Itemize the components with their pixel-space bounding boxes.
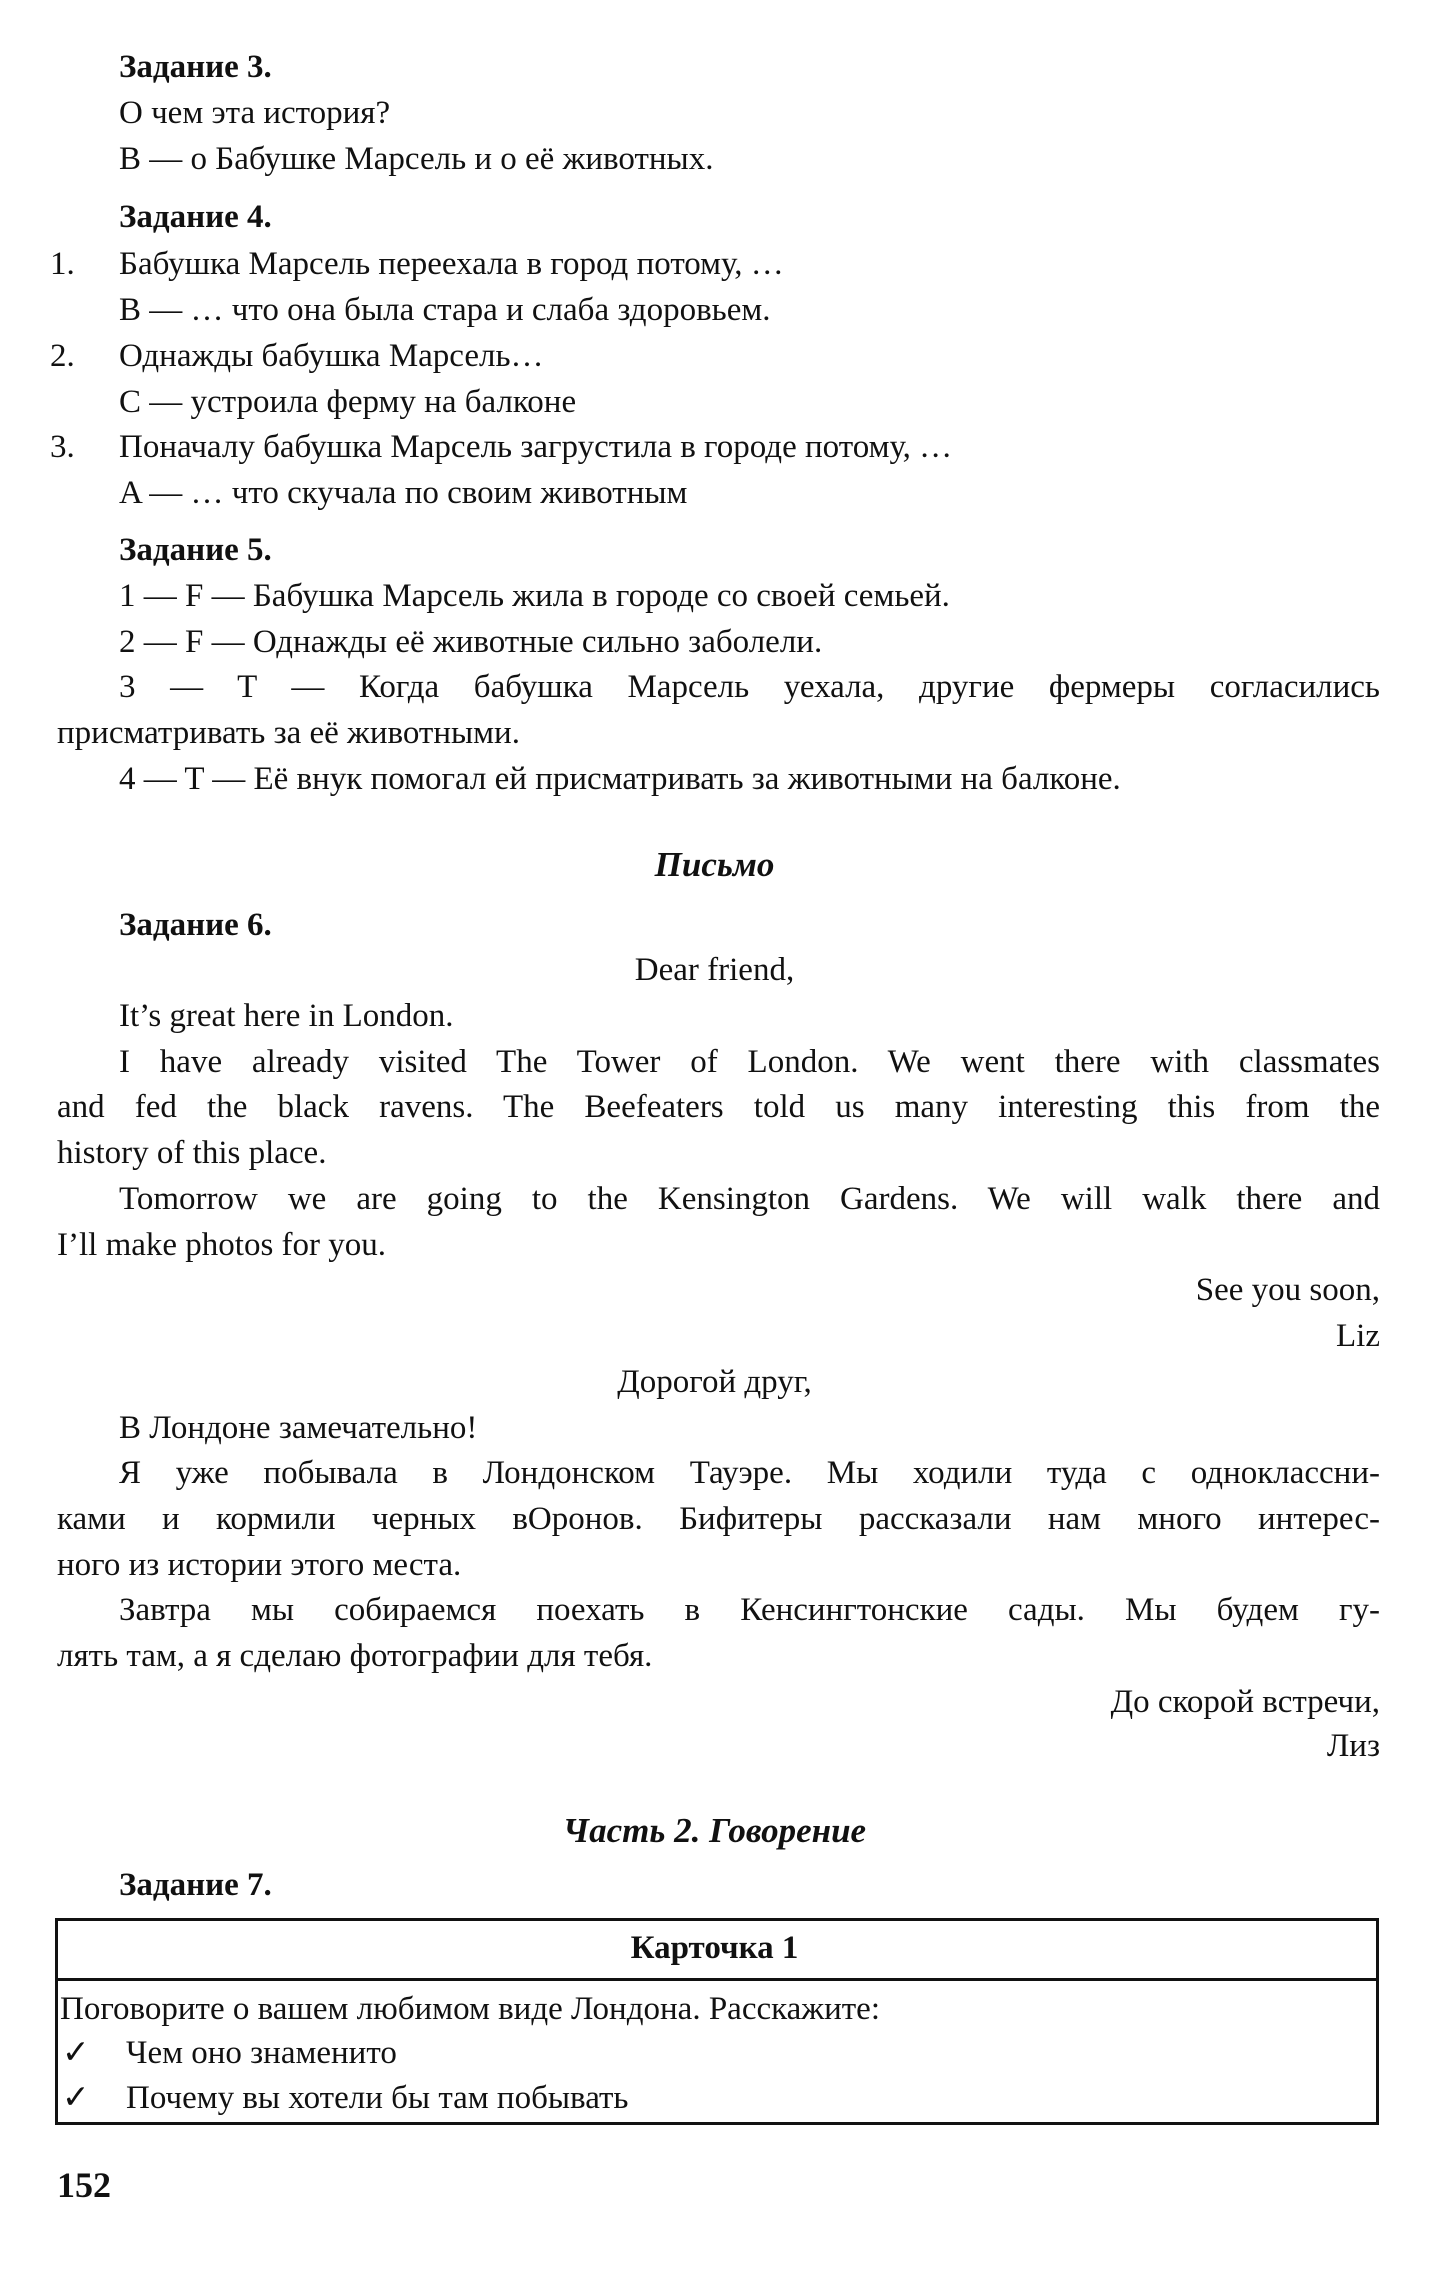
answer: B — о Бабушке Марсель и о её животных.: [119, 141, 714, 177]
check-icon: ✓: [62, 2080, 90, 2116]
check-icon: ✓: [62, 2035, 90, 2071]
letter-line: It’s great here in London.: [119, 998, 454, 1034]
item-number: 1.: [50, 246, 75, 282]
letter-line-ru: Я уже побывала в Лондонском Тауэре. Мы ходили туда с одноклассни-: [119, 1455, 1380, 1491]
letter-line-ru: Завтра мы собираемся поехать в Кенсингтонские сады. Мы будем гу-: [119, 1592, 1380, 1628]
statement: 4 — T — Её внук помогал ей присматривать за животными на балконе.: [119, 761, 1121, 797]
letter-closing: See you soon,: [1195, 1272, 1380, 1308]
statement: 3 — T — Когда бабушка Марсель уехала, другие фермеры согласились: [119, 669, 1380, 705]
letter-signature-ru: Лиз: [1326, 1728, 1380, 1764]
letter-greeting-ru: Дорогой друг,: [617, 1364, 812, 1400]
section-heading-letter: Письмо: [654, 845, 775, 884]
letter-line: I’ll make photos for you.: [57, 1227, 387, 1263]
item-answer: C — устроила ферму на балконе: [119, 384, 577, 420]
letter-line-ru: ками и кормили черных вОронов. Бифитеры рассказали нам много интерес-: [57, 1501, 1380, 1537]
letter-greeting: Dear friend,: [634, 952, 795, 988]
letter-line: history of this place.: [57, 1135, 327, 1171]
item-question: Поначалу бабушка Марсель загрустила в городе потому, …: [119, 429, 953, 465]
letter-line-ru: лять там, а я сделаю фотографии для тебя.: [57, 1638, 653, 1674]
letter-line-ru: В Лондоне замечательно!: [119, 1410, 478, 1446]
item-question: Бабушка Марсель переехала в город потому, …: [119, 246, 784, 282]
task-title: Задание 6.: [119, 907, 272, 943]
statement: 2 — F — Однажды её животные сильно заболели.: [119, 624, 823, 660]
statement: 1 — F — Бабушка Марсель жила в городе со своей семьей.: [119, 578, 950, 614]
card-point: [62, 2075, 628, 2121]
task-title: Задание 7.: [119, 1867, 272, 1903]
page-number: 152: [57, 2165, 111, 2205]
letter-line: Tomorrow we are going to the Kensington Gardens. We will walk there and: [119, 1181, 1380, 1217]
item-number: 3.: [50, 429, 75, 465]
card-point: [62, 2030, 397, 2076]
section-heading-speaking: Часть 2. Говорение: [562, 1811, 867, 1850]
card-prompt: Поговорите о вашем любимом виде Лондона. Расскажите:: [60, 1991, 880, 2027]
task-title: Задание 5.: [119, 532, 272, 568]
card-divider: [55, 1978, 1379, 1981]
card-title: Карточка 1: [630, 1930, 799, 1966]
letter-line: I have already visited The Tower of London. We went there with classmates: [119, 1044, 1380, 1080]
letter-line: and fed the black ravens. The Beefeaters told us many interesting this from the: [57, 1089, 1380, 1125]
statement-cont: присматривать за её животными.: [57, 715, 520, 751]
letter-closing-ru: До скорой встречи,: [1110, 1684, 1380, 1720]
card-point-text: Почему вы хотели бы там побывать: [126, 2080, 629, 2116]
item-answer: A — … что скучала по своим животным: [119, 475, 688, 511]
letter-signature: Liz: [1336, 1318, 1380, 1354]
task-title: Задание 3.: [119, 49, 272, 85]
item-question: Однажды бабушка Марсель…: [119, 338, 544, 374]
task-title: Задание 4.: [119, 199, 272, 235]
question: О чем эта история?: [119, 95, 391, 131]
letter-line-ru: ного из истории этого места.: [57, 1547, 462, 1583]
item-number: 2.: [50, 338, 75, 374]
item-answer: B — … что она была стара и слаба здоровьем.: [119, 292, 771, 328]
card-point-text: Чем оно знаменито: [126, 2035, 397, 2071]
